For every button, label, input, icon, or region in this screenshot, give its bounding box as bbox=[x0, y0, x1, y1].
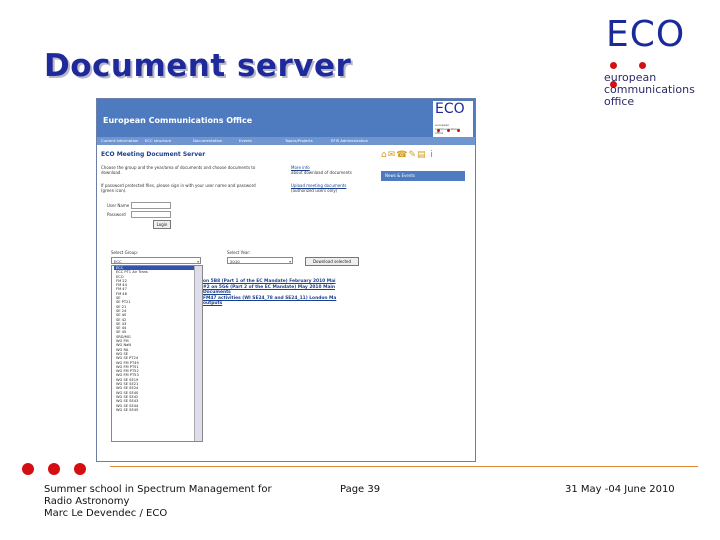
logo-dots-icon bbox=[610, 54, 694, 64]
group-option[interactable]: WG SE SE21 bbox=[116, 382, 139, 387]
year-select[interactable] bbox=[227, 257, 293, 264]
intro-text: Choose the group and the year/area of documents and choose documents to download. bbox=[101, 165, 256, 175]
group-option[interactable]: FM 44 bbox=[116, 283, 127, 288]
logo-line-office: office bbox=[604, 95, 635, 108]
logo-line-european: european bbox=[604, 71, 657, 84]
site-nav bbox=[97, 137, 475, 145]
group-option[interactable]: WG SE SE24 bbox=[116, 386, 139, 391]
group-option[interactable]: SE 43 bbox=[116, 321, 127, 326]
footer-author: Marc Le Devendec / ECO bbox=[44, 508, 168, 519]
page-heading: ECO Meeting Document Server bbox=[101, 151, 206, 158]
group-option[interactable]: SE 45 bbox=[116, 330, 127, 335]
logo-line-communications: communications bbox=[604, 83, 695, 96]
password-label: Password bbox=[107, 212, 126, 217]
group-option[interactable]: WG NaN bbox=[116, 343, 132, 348]
document-links bbox=[203, 279, 473, 307]
login-note: If password protected files, please sign in with your user name and password (green icon). bbox=[101, 183, 256, 193]
footer-course: Summer school in Spectrum Management for bbox=[44, 484, 272, 495]
footer-page-number: Page 39 bbox=[340, 484, 381, 495]
chevron-down-icon: ▾ bbox=[197, 259, 199, 264]
nav-ecc-structure[interactable]: ECC structure bbox=[145, 138, 172, 143]
password-input[interactable] bbox=[131, 211, 171, 218]
group-list[interactable] bbox=[111, 265, 203, 442]
group-select[interactable] bbox=[111, 257, 201, 264]
group-option[interactable]: SE PT21 bbox=[116, 300, 131, 305]
site-logo-line-2: communications bbox=[435, 127, 460, 131]
group-option[interactable]: SE 40 bbox=[116, 313, 127, 318]
group-option[interactable]: WG SE SE40 bbox=[116, 390, 139, 395]
footer-divider bbox=[110, 466, 698, 467]
footer-date: 31 May -04 June 2010 bbox=[565, 484, 675, 495]
document-link[interactable]: outputs bbox=[203, 301, 223, 307]
upload-note: (authorized users only) bbox=[291, 188, 338, 193]
document-server-screenshot bbox=[96, 98, 476, 462]
group-option[interactable]: SE 24 bbox=[116, 308, 127, 313]
slide-title: Document server bbox=[44, 48, 352, 84]
group-option[interactable]: FM 22 bbox=[116, 278, 127, 283]
group-option[interactable]: WG SE bbox=[116, 351, 129, 356]
site-header bbox=[97, 99, 475, 137]
document-link[interactable]: Documents bbox=[203, 290, 231, 296]
nav-events[interactable]: Events bbox=[239, 138, 252, 143]
group-option[interactable]: WG SE SE44 bbox=[116, 403, 139, 408]
nav-efis-administration[interactable]: EFIS Administration bbox=[331, 138, 369, 143]
select-year-label: Select Year: bbox=[227, 250, 251, 255]
group-option[interactable]: WG SE PT24 bbox=[116, 356, 139, 361]
select-group-label: Select Group: bbox=[111, 250, 139, 255]
more-info-link[interactable]: More info bbox=[291, 165, 310, 170]
group-option[interactable]: WG SE SE45 bbox=[116, 407, 139, 412]
user-name-input[interactable] bbox=[131, 202, 171, 209]
document-link[interactable]: FM47 activities (WI SE24_78 and SE24_11) London Ma bbox=[203, 295, 337, 301]
footer-topic: Radio Astronomy bbox=[44, 496, 130, 507]
logo-tagline bbox=[604, 72, 695, 108]
eco-logo: ECO bbox=[606, 14, 686, 55]
site-logo-line-1: european bbox=[435, 123, 450, 127]
group-option[interactable]: WG RA bbox=[116, 347, 129, 352]
group-option[interactable]: WG FM PT53 bbox=[116, 373, 139, 378]
more-info-text: about download of documents bbox=[291, 170, 352, 175]
download-selected-button[interactable]: Download selected bbox=[305, 257, 359, 266]
nav-current-information[interactable]: Current information bbox=[101, 138, 139, 143]
group-option[interactable]: ECO bbox=[116, 274, 124, 279]
footer-left bbox=[44, 484, 294, 520]
document-link[interactable]: #2 on 5G6 (Part 2 of the EC Mandate) May 2010 Main bbox=[203, 284, 336, 290]
group-option[interactable]: FM 47 bbox=[116, 287, 127, 292]
document-link[interactable]: on 5B8 (Part 1 of the EC Mandate) February 2010 Mai bbox=[203, 279, 336, 284]
group-option[interactable]: ECC PT1 Air Trans bbox=[116, 270, 148, 275]
group-option[interactable]: SE bbox=[116, 296, 121, 301]
site-logo bbox=[433, 101, 473, 141]
upload-documents-link[interactable]: Upload meeting documents bbox=[291, 183, 347, 188]
news-events-link[interactable]: News & Events bbox=[381, 171, 465, 181]
year-select-value: 2010 bbox=[230, 259, 240, 264]
nav-documentation[interactable]: Documentation bbox=[193, 138, 223, 143]
group-option[interactable]: SRD/MG bbox=[116, 334, 131, 339]
footer-dots-icon bbox=[22, 460, 100, 479]
group-option[interactable]: WG SE SE19 bbox=[116, 377, 139, 382]
group-list-scrollbar[interactable] bbox=[194, 266, 202, 441]
group-option[interactable]: WG FM PT52 bbox=[116, 369, 139, 374]
group-option[interactable]: WG FM PT51 bbox=[116, 364, 139, 369]
group-option[interactable]: SE 21 bbox=[116, 304, 127, 309]
site-logo-word: ECO bbox=[435, 101, 465, 117]
group-option[interactable]: ECC bbox=[114, 266, 202, 270]
chevron-down-icon: ▾ bbox=[289, 259, 291, 264]
group-option[interactable]: FM 48 bbox=[116, 291, 127, 296]
group-list-items bbox=[112, 266, 202, 412]
toolbar-icons[interactable]: ⌂✉☎✎▤ i bbox=[381, 150, 434, 160]
group-option[interactable]: WG FM bbox=[116, 339, 129, 344]
group-option[interactable]: WG FM PT49 bbox=[116, 360, 139, 365]
group-option[interactable]: SE 44 bbox=[116, 326, 127, 331]
site-title: European Communications Office bbox=[103, 116, 253, 125]
nav-topics-projects[interactable]: Topics/Projects bbox=[285, 138, 313, 143]
group-select-value: ECC bbox=[114, 259, 122, 264]
site-logo-tagline bbox=[435, 123, 460, 135]
group-option[interactable]: SE 42 bbox=[116, 317, 127, 322]
login-button[interactable]: Login bbox=[153, 220, 171, 229]
group-option[interactable]: WG SE SE42 bbox=[116, 394, 139, 399]
user-name-label: User Name bbox=[107, 203, 130, 208]
group-option[interactable]: WG SE SE43 bbox=[116, 399, 139, 404]
site-logo-line-3: office bbox=[435, 131, 444, 135]
info-icon[interactable]: i bbox=[430, 150, 434, 160]
